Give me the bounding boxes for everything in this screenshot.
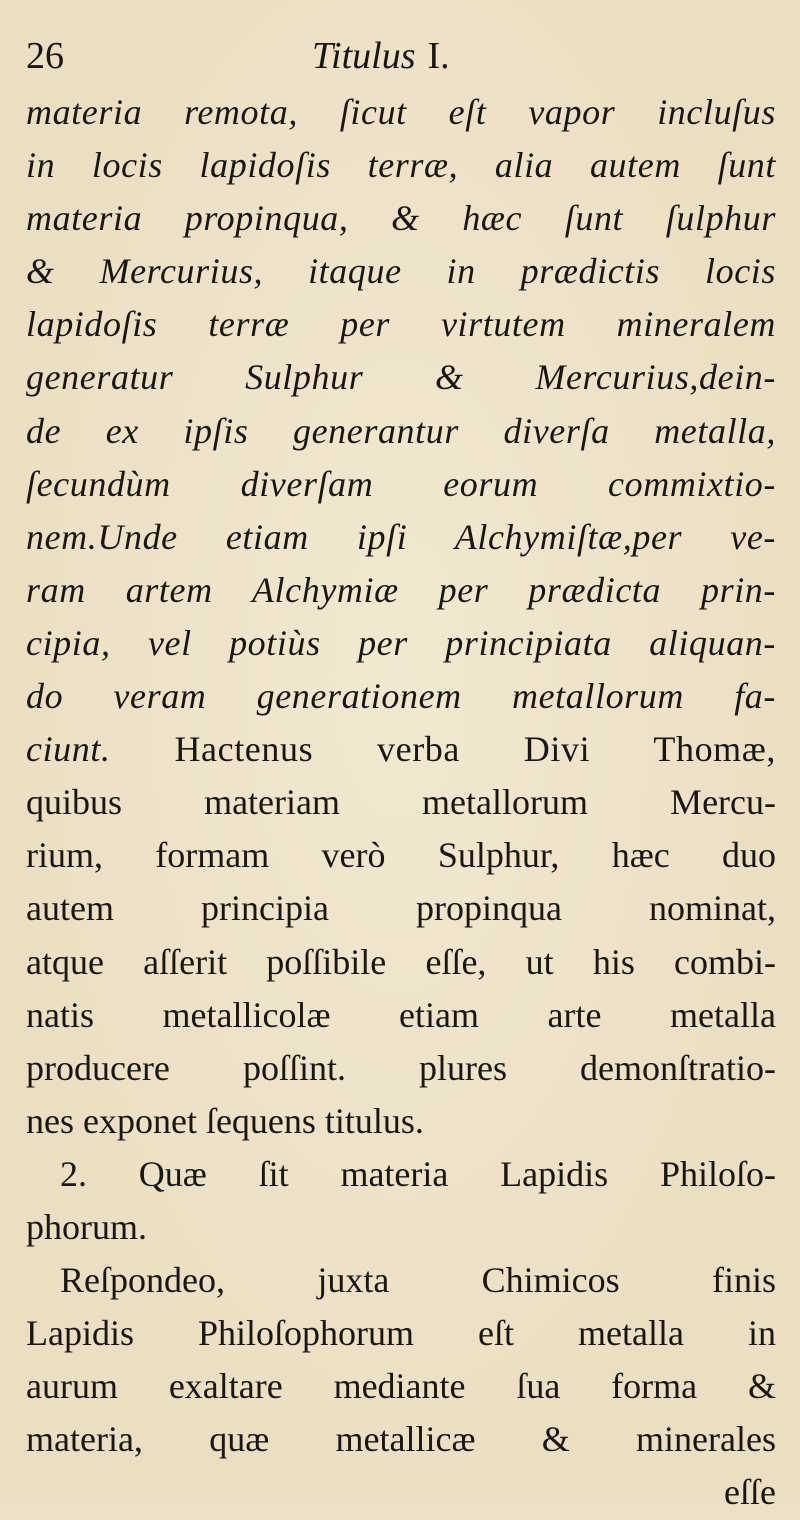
- text-line: materia propinqua, & hæc ſunt ſulphur: [26, 198, 776, 239]
- text-line: quibus materiam metallorum Mercu-: [26, 782, 776, 823]
- catchword: eſſe: [724, 1472, 776, 1513]
- text-line: cipia, vel potiùs per principiata aliquan-: [26, 622, 776, 663]
- text-line: rium, formam verò Sulphur, hæc duo: [26, 835, 776, 876]
- text-line: ram artem Alchymiæ per prædicta prin-: [26, 569, 776, 610]
- text-line: Reſpondeo, juxta Chimicos finis: [60, 1260, 776, 1301]
- text-line: nes exponet ſequens titulus.: [26, 1100, 424, 1141]
- text-line: materia remota, ſicut eſt vapor incluſus: [26, 92, 776, 132]
- text-line: ſecundùm diverſam eorum commixtio-: [26, 463, 776, 504]
- page-header: [26, 26, 776, 86]
- text-line: natis metallicolæ etiam arte metalla: [26, 994, 776, 1035]
- page-number: 26: [26, 35, 64, 77]
- running-title: [312, 26, 450, 86]
- text-line: atque aſſerit poſſibile eſſe, ut his combi-: [26, 941, 776, 982]
- text-line: materia, quæ metallicæ & minerales: [26, 1419, 776, 1460]
- text-line: aurum exaltare mediante ſua forma &: [26, 1366, 776, 1407]
- text-line: in locis lapidoſis terræ, alia autem ſunt: [26, 145, 776, 186]
- text-line: autem principia propinqua nominat,: [26, 888, 776, 929]
- text-line: do veram generationem metallorum fa-: [26, 676, 776, 717]
- text-line: de ex ipſis generantur diverſa metalla,: [26, 410, 776, 451]
- text-line: generatur Sulphur & Mercurius,dein-: [26, 357, 776, 398]
- text-line-italic-part: ciunt.: [26, 729, 111, 770]
- running-title-text: Titulus: [312, 35, 416, 77]
- text-line-roman-part: Hactenus verba Divi Thomæ,: [174, 729, 776, 770]
- text-line: producere poſſint. plures demonſtratio-: [26, 1047, 776, 1088]
- text-line-mixed: [26, 723, 776, 776]
- text-line: lapidoſis terræ per virtutem mineralem: [26, 304, 776, 345]
- text-line: & Mercurius, itaque in prædictis locis: [26, 251, 776, 292]
- section-heading: 2. Quæ ſit materia Lapidis Philoſo-: [60, 1153, 776, 1194]
- body-text: [26, 86, 776, 1520]
- running-title-number: I.: [427, 35, 450, 77]
- text-line: Lapidis Philoſophorum eſt metalla in: [26, 1313, 776, 1354]
- text-line: nem.Unde etiam ipſi Alchymiſtæ,per ve-: [26, 516, 776, 557]
- section-heading-end: phorum.: [26, 1206, 147, 1247]
